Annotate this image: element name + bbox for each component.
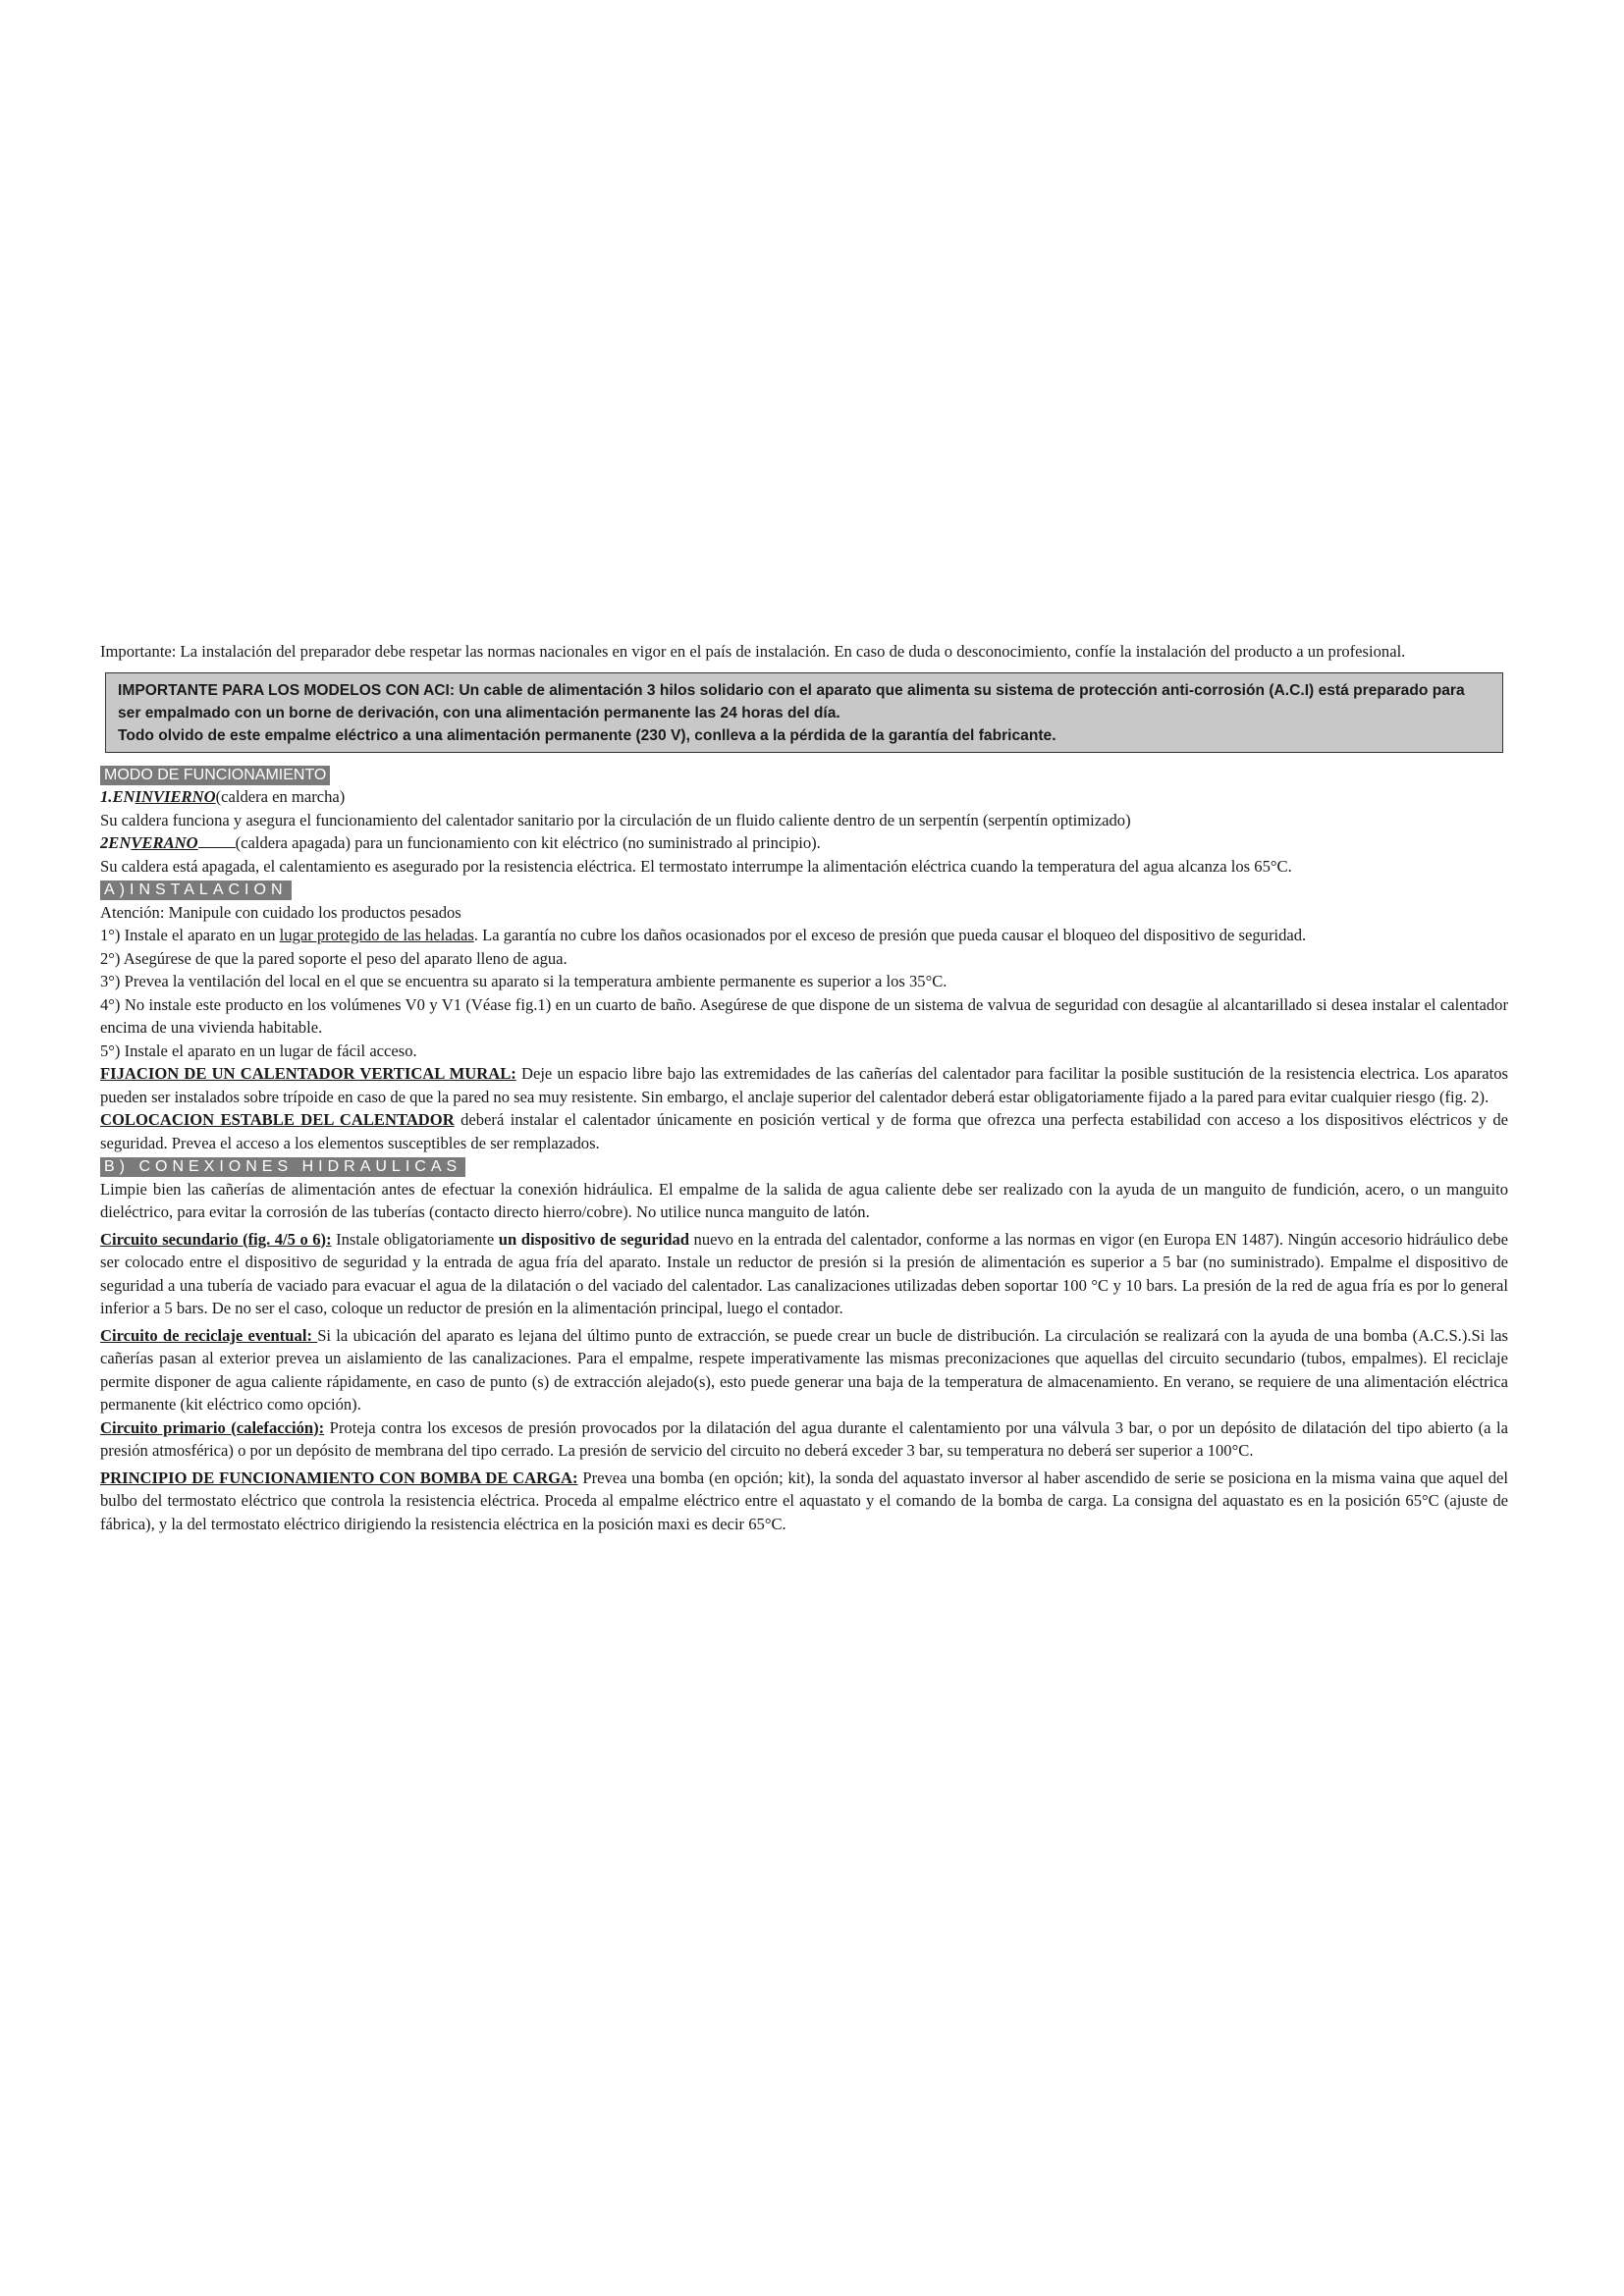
secundario-paragraph: [100, 1228, 1508, 1320]
atencion-text: Atención: Manipule con cuidado los productos pesados: [100, 902, 461, 922]
primario-text: Proteja contra los excesos de presión provocados por la dilatación del agua durante el calentamiento por una válvula 3 bar, o por un depósito de dilatación del tipo abierto (a la presión atmosférica) o por un depósito de membrana del tipo cerrado. La presión de servicio del circuito no deberá exceder 3 bar, su temperatura no deberá ser superior a 100°C.: [100, 1417, 1508, 1460]
heading-modo-funcionamiento: MODO DE FUNCIONAMIENTO: [100, 766, 330, 785]
verano-underline-gap: [198, 833, 236, 848]
fijacion-text: Deje un espacio libre bajo las extremidades de las cañerías del calentador para facilitar la posible sustitución de la resistencia electrica. Los aparatos pueden ser instalados sobre trípoide en caso de que la pared no sea muy resistente. Sin embargo, el anclaje superior del calentador deberá estar obligatoriamente fijado a la pared para evitar cualquier riesgo (fig. 2).: [100, 1064, 1508, 1106]
item1-underlined: lugar protegido de las heladas: [279, 926, 474, 944]
secundario-text-b: nuevo en la entrada del calentador, conforme a las normas en vigor (en Europa EN 1487). Ningún accesorio hidráulico debe ser colocado entre el dispositivo de seguridad y la entrada de agua fría del aparato. Instale un reductor de presión si la presión de alimentación es superior a 5 bar (no suministrado). Empalme el dispositivo de seguridad a una tubería de vaciado para evacuar el agua de la dilatación o del vaciado del calentador. Las canalizaciones utilizadas deben soportar 100 °C y 10 bars. La presión de la red de agua fría es por lo general inferior a 5 bars. De no ser el caso, coloque un reductor de presión en la alimentación principal, luego el contador.: [100, 1229, 1509, 1317]
invierno-text: Su caldera funciona y asegura el funcionamiento del calentador sanitario por la circulación de un fluido caliente dentro de un serpentín (serpentín optimizado): [100, 810, 1131, 829]
verano-label-b: VERANO: [131, 833, 198, 852]
secundario-text-a: Instale obligatoriamente: [331, 1229, 499, 1249]
primario-paragraph: [100, 1416, 1508, 1463]
invierno-label-a: 1.EN: [100, 787, 135, 806]
invierno-subheading: [100, 785, 1508, 809]
heading-conexiones-hidraulicas: B) CONEXIONES HIDRAULICAS: [100, 1157, 465, 1177]
heading-instalacion: A)INSTALACION: [100, 881, 292, 900]
invierno-label-b: INVIERNO: [135, 787, 216, 806]
warning-line-1: IMPORTANTE PARA LOS MODELOS CON ACI: Un cable de alimentación 3 hilos solidario con el aparato que alimenta su sistema de protección anti-corrosión (A.C.I) está preparado para ser empalmado con un borne de derivación, con una alimentación permanente las 24 horas del día.: [118, 681, 1465, 721]
invierno-note: (caldera en marcha): [215, 787, 346, 806]
primario-lead: Circuito primario (calefacción):: [100, 1417, 325, 1437]
secundario-bold: un dispositivo de seguridad: [498, 1229, 690, 1249]
instalacion-item-2: 2°) Asegúrese de que la pared soporte el peso del aparato lleno de agua.: [100, 948, 568, 968]
aci-warning-box: [105, 672, 1503, 753]
fijacion-lead: FIJACION DE UN CALENTADOR VERTICAL MURAL:: [100, 1064, 516, 1083]
fijacion-paragraph: [100, 1062, 1508, 1108]
colocacion-text: deberá instalar el calentador únicamente en posición vertical y de forma que ofrezca una perfecta estabilidad con acceso a los dispositivos eléctricos y de seguridad. Prevea el acceso a los elementos susceptibles de ser remplazados.: [100, 1110, 1508, 1152]
instalacion-item-3: 3°) Prevea la ventilación del local en el que se encuentra su aparato si la temperatura ambiente permanente es superior a los 35°C.: [100, 972, 947, 990]
document-body: [100, 640, 1508, 1535]
secundario-lead: Circuito secundario (fig. 4/5 o 6):: [100, 1229, 332, 1249]
warning-line-2: Todo olvido de este empalme eléctrico a una alimentación permanente (230 V), conlleva a la pérdida de la garantía del fabricante.: [118, 726, 1056, 744]
verano-label-a: 2EN: [100, 833, 132, 852]
item1-start: 1°) Instale el aparato en un: [100, 926, 280, 944]
verano-note: (caldera apagada) para un funcionamiento con kit eléctrico (no suministrado al principio).: [235, 833, 821, 852]
principio-lead: PRINCIPIO DE FUNCIONAMIENTO CON BOMBA DE CARGA:: [100, 1468, 578, 1487]
intro-paragraph: Importante: La instalación del preparador debe respetar las normas nacionales en vigor en el país de instalación. En caso de duda o desconocimiento, confíe la instalación del producto a un profesional.: [100, 642, 1406, 661]
principio-paragraph: [100, 1467, 1508, 1536]
reciclaje-lead: Circuito de reciclaje eventual:: [100, 1325, 318, 1345]
reciclaje-text: Si la ubicación del aparato es lejana del último punto de extracción, se puede crear un bucle de distribución. La circulación se realizará con la ayuda de una bomba (A.C.S.).Si las cañerías pasan al exterior prevea un aislamiento de las canalizaciones. Para el empalme, respete imperativamente las mismas preconizaciones que aquellas del circuito secundario (tubos, empalmes). El reciclaje permite disponer de agua caliente rápidamente, en caso de punto (s) de extracción alejado(s), esto puede generar una baja de la temperatura de almacenamiento. En verano, se requiere de una alimentación eléctrica permanente (kit eléctrico como opción).: [100, 1325, 1509, 1414]
reciclaje-paragraph: [100, 1324, 1508, 1416]
instalacion-item-1: [100, 924, 1508, 947]
instalacion-item-5: 5°) Instale el aparato en un lugar de fácil acceso.: [100, 1041, 417, 1060]
item1-end: . La garantía no cubre los daños ocasionados por el exceso de presión que pueda causar el bloqueo del dispositivo de seguridad.: [473, 926, 1307, 944]
principio-text: Prevea una bomba (en opción; kit), la sonda del aquastato inversor al haber ascendido de serie se posiciona en la misma vaina que aquel del bulbo del termostato eléctrico que controla la resistencia eléctrica. Proceda al empalme eléctrico entre el aquastato y el comando de la bomba de carga. La consigna del aquastato es en la posición 65°C (ajuste de fábrica), y la del termostato eléctrico dirigiendo la resistencia eléctrica en la posición maxi es decir 65°C.: [100, 1468, 1508, 1533]
colocacion-paragraph: [100, 1108, 1508, 1154]
limpie-paragraph: Limpie bien las cañerías de alimentación antes de efectuar la conexión hidráulica. El empalme de la salida de agua caliente debe ser realizado con la ayuda de un manguito de fundición, acero, o un manguito dieléctrico, para evitar la corrosión de las tuberías (contacto directo hierro/cobre). No utilice nunca manguito de latón.: [100, 1179, 1508, 1221]
verano-subheading: [100, 831, 1508, 855]
verano-text: Su caldera está apagada, el calentamiento es asegurado por la resistencia eléctrica. El termostato interrumpe la alimentación eléctrica cuando la temperatura del agua alcanza los 65°C.: [100, 856, 1292, 876]
instalacion-item-4: 4°) No instale este producto en los volúmenes V0 y V1 (Véase fig.1) en un cuarto de baño. Asegúrese de que dispone de un sistema de valvua de seguridad con desagüe al alcantarillado si desea instalar el calentador encima de una vivienda habitable.: [100, 994, 1508, 1037]
colocacion-lead: COLOCACION ESTABLE DEL CALENTADOR: [100, 1110, 455, 1129]
